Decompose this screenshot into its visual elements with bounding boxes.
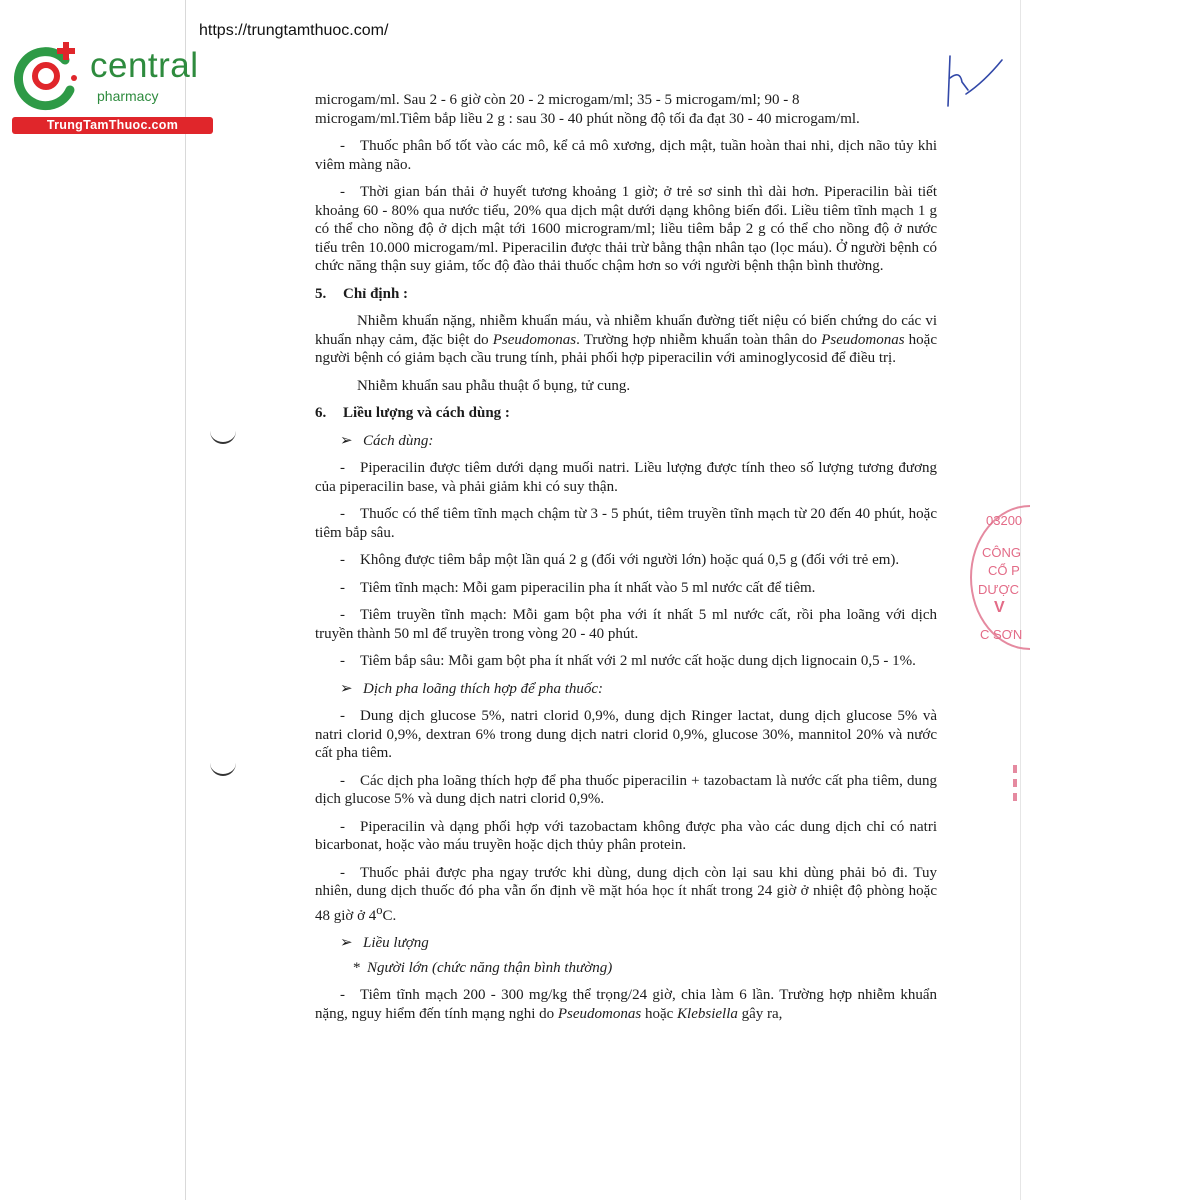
paragraph: Nhiễm khuẩn sau phẫu thuật ổ bụng, tử cung. <box>357 377 631 394</box>
paragraph: - Piperacilin được tiêm dưới dạng muối natri. Liều lượng được tính theo số lượng tương đương của piperacilin base, và phải giảm khi có suy thận. <box>315 460 937 495</box>
logo-brand-text: central <box>90 46 199 85</box>
paragraph: microgam/ml.Tiêm bắp liều 2 g : sau 30 - 40 phút nồng độ tối đa đạt 30 - 40 microgam/ml. <box>315 110 860 127</box>
paragraph: - Thời gian bán thải ở huyết tương khoảng 1 giờ; ở trẻ sơ sinh thì dài hơn. Piperacilin bài tiết khoảng 60 - 80% qua nước tiểu, 20% qua dịch mật dưới dạng không biến đổi. Liều tiêm tĩnh mạch 1 g có thể cho nồng độ ở dịch mật tới 1600 microgram/ml; liều tiêm bắp 2 g có thể cho nồng độ ở nước tiểu trên 10.000 microgam/ml. Piperacilin được thải trừ bằng thận nhân tạo (lọc máu). Ở người bệnh có chức năng thận suy giảm, tốc độ đào thải thuốc chậm hơn so với người bệnh thận bình thường. <box>315 184 937 274</box>
paragraph: - Tiêm tĩnh mạch 200 - 300 mg/kg thể trọng/24 giờ, chia làm 6 lần. Trường hợp nhiễm khuẩn nặng, nguy hiểm đến tính mạng nghi do Pseudomonas hoặc Klebsiella gây ra, <box>315 987 937 1022</box>
stamp-line: V <box>994 599 1005 616</box>
pharmacy-logo <box>8 38 213 138</box>
paragraph: - Tiêm truyền tĩnh mạch: Mỗi gam bột pha với ít nhất 5 ml nước cất, rồi pha loãng với dịch truyền thành 50 ml để truyền trong vòng 20 - 40 phút. <box>315 607 937 642</box>
subheading-dich-pha: ➢ Dịch pha loãng thích hợp để pha thuốc: <box>340 680 604 697</box>
paragraph: - Thuốc có thể tiêm tĩnh mạch chậm từ 3 - 5 phút, tiêm truyền tĩnh mạch từ 20 đến 40 phút, hoặc tiêm bắp sâu. <box>315 506 937 541</box>
paragraph: - Thuốc phân bố tốt vào các mô, kể cả mô xương, dịch mật, tuần hoàn thai nhi, dịch não tủy khi viêm màng não. <box>315 138 937 173</box>
logo-banner: TrungTamThuoc.com <box>12 117 213 134</box>
logo-mark-icon <box>8 38 90 118</box>
subheading-nguoi-lon: * Người lớn (chức năng thận bình thường) <box>353 959 613 976</box>
paragraph: - Piperacilin và dạng phối hợp với tazobactam không được pha vào các dung dịch chỉ có natri bicarbonat, hoặc vào máu truyền hoặc dịch thủy phân protein. <box>315 818 937 853</box>
document-body <box>315 91 937 1023</box>
signature-mark <box>938 48 1010 110</box>
paragraph: - Tiêm bắp sâu: Mỗi gam bột pha ít nhất với 2 ml nước cất hoặc dung dịch lignocain 0,5 - 1%. <box>340 653 916 669</box>
section-heading-5: 5. Chỉ định : <box>315 285 409 302</box>
paragraph: - Tiêm tĩnh mạch: Mỗi gam piperacilin pha ít nhất vào 5 ml nước cất để tiêm. <box>340 579 816 596</box>
source-url: https://trungtamthuoc.com/ <box>199 22 389 39</box>
logo-subbrand-text: pharmacy <box>97 88 159 104</box>
paragraph: - Các dịch pha loãng thích hợp để pha thuốc piperacilin + tazobactam là nước cất pha tiêm, dung dịch glucose 5% và dung dịch natri clorid 0,9%. <box>315 772 937 807</box>
company-stamp <box>970 505 1030 655</box>
stamp-line: DƯỢC <box>978 582 1020 597</box>
paragraph: - Thuốc phải được pha ngay trước khi dùng, dung dịch còn lại sau khi dùng phải bỏ đi. Tuy nhiên, dung dịch thuốc đó pha vẫn ổn định về mặt hóa học ít nhất trong 24 giờ ở nhiệt độ phòng hoặc 48 giờ ở 4$^o$C. <box>315 864 937 924</box>
stamp-edge-marks <box>1013 765 1019 810</box>
paragraph: - Dung dịch glucose 5%, natri clorid 0,9%, dung dịch Ringer lactat, dung dịch glucose 5% và natri clorid 0,9%, dextran 6% trong dung dịch natri clorid 0,9%, glucose 30%, mannitol 20% và nước cất pha tiêm. <box>315 708 937 761</box>
paragraph: Nhiễm khuẩn nặng, nhiễm khuẩn máu, và nhiễm khuẩn đường tiết niệu có biến chứng do các vi khuẩn nhạy cảm, đặc biệt do Pseudomonas. Trường hợp nhiễm khuẩn toàn thân do Pseudomonas hoặc người bệnh có giảm bạch cầu trung tính, phải phối hợp piperacilin với aminoglycosid để điều trị. <box>315 313 937 366</box>
stamp-line: C SƠN <box>980 627 1023 642</box>
section-heading-6: 6. Liều lượng và cách dùng : <box>315 405 510 421</box>
subheading-lieu-luong: ➢ Liều lượng <box>340 935 429 951</box>
paragraph: microgam/ml. Sau 2 - 6 giờ còn 20 - 2 microgam/ml; 35 - 5 microgam/ml; 90 - 8 <box>315 92 800 108</box>
stamp-line: CỔ P <box>988 563 1020 578</box>
stamp-line: 03200 <box>986 513 1023 528</box>
paragraph: - Không được tiêm bắp một lần quá 2 g (đối với người lớn) hoặc quá 0,5 g (đối với trẻ em). <box>340 552 900 568</box>
subheading-cach-dung: ➢ Cách dùng: <box>340 432 434 449</box>
stamp-line: CÔNG <box>982 545 1021 560</box>
